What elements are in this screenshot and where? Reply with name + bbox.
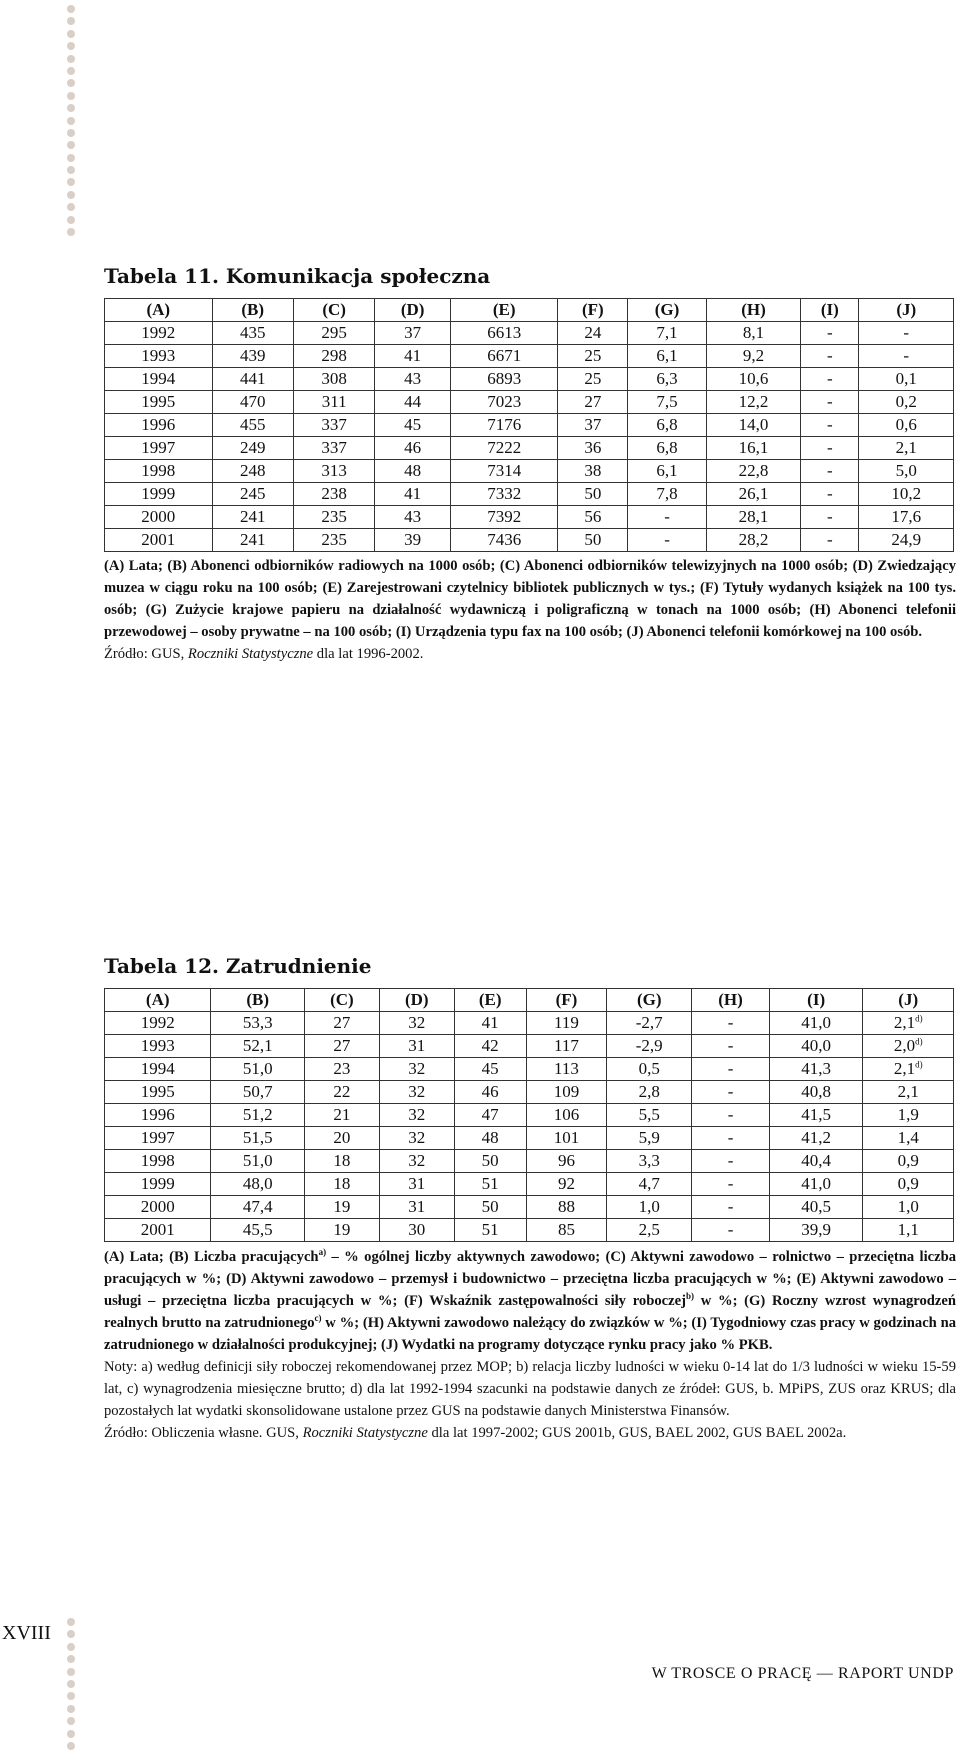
table-cell: 7023: [450, 391, 558, 414]
table-cell: -: [692, 1127, 770, 1150]
table-cell: -: [692, 1012, 770, 1035]
decorative-dot: [67, 1630, 75, 1638]
column-header: (E): [450, 299, 558, 322]
table-11-section: [104, 264, 956, 665]
table-cell: -: [801, 437, 859, 460]
running-footer: W TROSCE O PRACĘ — RAPORT UNDP: [651, 1665, 954, 1682]
table-cell: 38: [558, 460, 628, 483]
table-cell: 1999: [105, 483, 213, 506]
table-cell: 1,1: [863, 1219, 954, 1242]
table-cell: 41,3: [769, 1058, 863, 1081]
table-cell: 235: [293, 506, 374, 529]
table-cell: -: [801, 529, 859, 552]
table-cell: 7,5: [628, 391, 706, 414]
table-cell: 10,6: [706, 368, 800, 391]
table-cell: 31: [379, 1035, 454, 1058]
table-cell: 24: [558, 322, 628, 345]
table-row: [105, 1058, 954, 1081]
column-header: (B): [212, 299, 293, 322]
table-cell: 1,4: [863, 1127, 954, 1150]
table-cell: 19: [304, 1219, 379, 1242]
table-cell: 20: [304, 1127, 379, 1150]
table-cell: 39,9: [769, 1219, 863, 1242]
table-cell: -: [801, 483, 859, 506]
table-cell: 6,1: [628, 460, 706, 483]
table-cell: 2001: [105, 529, 213, 552]
decorative-dot: [67, 1692, 75, 1700]
table-row: [105, 1196, 954, 1219]
table-cell: 337: [293, 437, 374, 460]
table-cell: 41: [375, 345, 451, 368]
table-cell: 14,0: [706, 414, 800, 437]
column-header: (D): [379, 989, 454, 1012]
table-cell: 92: [526, 1173, 607, 1196]
column-header: (J): [859, 299, 954, 322]
table-cell: 45: [375, 414, 451, 437]
decorative-dot: [67, 1618, 75, 1626]
table-cell: 39: [375, 529, 451, 552]
table-cell: -: [801, 345, 859, 368]
table-cell: 21: [304, 1104, 379, 1127]
table-cell: 47: [454, 1104, 526, 1127]
decorative-dot: [67, 216, 75, 224]
table-cell: 106: [526, 1104, 607, 1127]
table-12-caption: Tabela 12. Zatrudnienie: [104, 954, 372, 978]
table-cell: 2001: [105, 1219, 211, 1242]
table-cell: 1997: [105, 437, 213, 460]
decorative-dot: [67, 1742, 75, 1750]
table-cell: 8,1: [706, 322, 800, 345]
table-cell: 32: [379, 1058, 454, 1081]
table-cell: 44: [375, 391, 451, 414]
column-header: (H): [692, 989, 770, 1012]
table-cell: 1996: [105, 414, 213, 437]
table-cell: 50,7: [211, 1081, 305, 1104]
table-cell: 311: [293, 391, 374, 414]
table-cell: 5,9: [607, 1127, 692, 1150]
table-cell: 0,1: [859, 368, 954, 391]
decorative-dot: [67, 1730, 75, 1738]
table-cell: 45,5: [211, 1219, 305, 1242]
decorative-dot: [67, 30, 75, 38]
column-header: (C): [293, 299, 374, 322]
table-cell: 5,0: [859, 460, 954, 483]
table-cell: 51,0: [211, 1058, 305, 1081]
table-cell: -: [692, 1173, 770, 1196]
table-cell: 1,9: [863, 1104, 954, 1127]
table-cell: 41: [454, 1012, 526, 1035]
table-cell: 51,0: [211, 1150, 305, 1173]
table-cell: 337: [293, 414, 374, 437]
column-header: (A): [105, 299, 213, 322]
table-cell: 6,3: [628, 368, 706, 391]
decorative-dot: [67, 141, 75, 149]
table-cell: 0,6: [859, 414, 954, 437]
table-cell: 30: [379, 1219, 454, 1242]
table-cell: 7,8: [628, 483, 706, 506]
table-cell: 241: [212, 506, 293, 529]
table-12-notes: Noty: a) według definicji siły roboczej rekomendowanej przez MOP; b) relacja liczby ludności w wieku 0-14 lat do 1/3 ludności w wieku 15-59 lat, c) wynagrodzenia miesięczne brutto; d) dla lat 1992-1994 szacunki na podstawie danych ze źródeł: GUS, b. MPiPS, ZUS oraz KRUS; dla pozostałych lat wydatki skonsolidowane ustalone przez GUS na podstawie danych Ministerstwa Finansów.: [104, 1359, 956, 1419]
table-cell: -: [628, 529, 706, 552]
table-cell: 249: [212, 437, 293, 460]
table-cell: 245: [212, 483, 293, 506]
table-cell: 22,8: [706, 460, 800, 483]
table-row: [105, 368, 954, 391]
table-cell: 1994: [105, 1058, 211, 1081]
table-cell: 2,1: [863, 1081, 954, 1104]
footnote-marker: d): [915, 1059, 923, 1070]
table-cell: 1996: [105, 1104, 211, 1127]
table-cell: -: [859, 345, 954, 368]
table-cell: 1995: [105, 1081, 211, 1104]
table-row: [105, 345, 954, 368]
table-cell: 113: [526, 1058, 607, 1081]
table-cell: 37: [375, 322, 451, 345]
table-cell: 248: [212, 460, 293, 483]
table-cell: 455: [212, 414, 293, 437]
table-cell: 18: [304, 1173, 379, 1196]
table-cell: 41,5: [769, 1104, 863, 1127]
table-cell: 26,1: [706, 483, 800, 506]
decorative-dot: [67, 42, 75, 50]
table-cell: 41,0: [769, 1173, 863, 1196]
table-row: [105, 1150, 954, 1173]
table-cell: 1998: [105, 460, 213, 483]
table-cell: 313: [293, 460, 374, 483]
table-cell: -2,9: [607, 1035, 692, 1058]
table-cell: 10,2: [859, 483, 954, 506]
table-row: [105, 1127, 954, 1150]
decorative-dot: [67, 166, 75, 174]
table-cell: -: [628, 506, 706, 529]
decorative-dot: [67, 1655, 75, 1663]
table-cell: -: [692, 1035, 770, 1058]
table-cell: 45: [454, 1058, 526, 1081]
table-cell: 17,6: [859, 506, 954, 529]
table-cell: 47,4: [211, 1196, 305, 1219]
table-cell: 88: [526, 1196, 607, 1219]
table-cell: -: [801, 506, 859, 529]
table-cell: 1998: [105, 1150, 211, 1173]
table-cell: 7,1: [628, 322, 706, 345]
table-cell: 308: [293, 368, 374, 391]
table-cell: 51,5: [211, 1127, 305, 1150]
column-header: (D): [375, 299, 451, 322]
table-cell: 0,2: [859, 391, 954, 414]
table-cell: 53,3: [211, 1012, 305, 1035]
table-cell: 117: [526, 1035, 607, 1058]
table-cell: 41,0: [769, 1012, 863, 1035]
table-cell: 32: [379, 1150, 454, 1173]
table-cell: 435: [212, 322, 293, 345]
column-header: (G): [607, 989, 692, 1012]
table-cell: -: [801, 460, 859, 483]
column-header: (A): [105, 989, 211, 1012]
table-cell: 7176: [450, 414, 558, 437]
table-row: [105, 322, 954, 345]
table-cell: 50: [454, 1196, 526, 1219]
table-cell: 0,9: [863, 1150, 954, 1173]
table-cell: 1993: [105, 345, 213, 368]
table-cell: 48,0: [211, 1173, 305, 1196]
column-header: (F): [558, 299, 628, 322]
column-header: (G): [628, 299, 706, 322]
table-cell: 16,1: [706, 437, 800, 460]
table-cell: 85: [526, 1219, 607, 1242]
table-cell: -: [692, 1196, 770, 1219]
table-cell: -: [801, 414, 859, 437]
decorative-dot: [67, 1668, 75, 1676]
table-header-row: [105, 989, 954, 1012]
table-11: [104, 298, 954, 552]
table-row: [105, 437, 954, 460]
table-cell: 6893: [450, 368, 558, 391]
decorative-dots-bottom: [67, 1618, 76, 1754]
table-cell: 2,8: [607, 1081, 692, 1104]
decorative-dot: [67, 178, 75, 186]
table-cell: 9,2: [706, 345, 800, 368]
table-cell: 50: [558, 529, 628, 552]
table-cell: 32: [379, 1104, 454, 1127]
table-cell: 1999: [105, 1173, 211, 1196]
table-cell: 40,5: [769, 1196, 863, 1219]
decorative-dot: [67, 67, 75, 75]
table-cell: 235: [293, 529, 374, 552]
table-cell: 32: [379, 1081, 454, 1104]
column-header: (B): [211, 989, 305, 1012]
decorative-dot: [67, 55, 75, 63]
table-cell: 40,8: [769, 1081, 863, 1104]
table-cell: 46: [375, 437, 451, 460]
table-cell: 1995: [105, 391, 213, 414]
table-cell: 24,9: [859, 529, 954, 552]
table-row: [105, 414, 954, 437]
table-cell: 25: [558, 345, 628, 368]
table-cell: 7332: [450, 483, 558, 506]
table-cell: 28,1: [706, 506, 800, 529]
table-cell: 27: [304, 1012, 379, 1035]
table-11-caption: Tabela 11. Komunikacja społeczna: [104, 264, 491, 288]
table-cell: 22: [304, 1081, 379, 1104]
table-cell: 6,8: [628, 437, 706, 460]
table-cell: 27: [304, 1035, 379, 1058]
decorative-dot: [67, 17, 75, 25]
table-cell: -: [801, 368, 859, 391]
table-cell: 2,1$^{d)}$: [863, 1058, 954, 1081]
decorative-dot: [67, 1643, 75, 1651]
table-cell: 2,1$^{d)}$: [863, 1012, 954, 1035]
table-cell: 48: [454, 1127, 526, 1150]
column-header: (H): [706, 299, 800, 322]
decorative-dot: [67, 104, 75, 112]
table-cell: 295: [293, 322, 374, 345]
column-header: (I): [801, 299, 859, 322]
table-cell: 5,5: [607, 1104, 692, 1127]
table-cell: 101: [526, 1127, 607, 1150]
decorative-dot: [67, 92, 75, 100]
table-cell: 43: [375, 506, 451, 529]
table-cell: -: [692, 1150, 770, 1173]
table-cell: 41: [375, 483, 451, 506]
table-cell: 7436: [450, 529, 558, 552]
table-cell: 41,2: [769, 1127, 863, 1150]
table-cell: -: [692, 1081, 770, 1104]
table-cell: 51: [454, 1219, 526, 1242]
decorative-dot: [67, 203, 75, 211]
table-cell: 12,2: [706, 391, 800, 414]
table-cell: 298: [293, 345, 374, 368]
table-cell: 46: [454, 1081, 526, 1104]
table-cell: 7314: [450, 460, 558, 483]
table-cell: -: [801, 391, 859, 414]
decorative-dot: [67, 5, 75, 13]
table-row: [105, 483, 954, 506]
table-cell: 7222: [450, 437, 558, 460]
table-row: [105, 1173, 954, 1196]
table-cell: -: [859, 322, 954, 345]
table-11-legend: (A) Lata; (B) Abonenci odbiorników radiowych na 1000 osób; (C) Abonenci odbiorników telewizyjnych na 1000 osób; (D) Zwiedzający muzea w ciągu roku na 100 osób; (E) Zarejestrowani czytelnicy bibliotek publicznych w tys.; (F) Tytuły wydanych książek na 100 tys. osób; (G) Zużycie krajowe papieru na działalność wydawniczą i poligraficzną w tonach na 1000 osób; (H) Abonenci telefonii przewodowej – osoby prywatne – na 100 osób; (I) Urządzenia typu fax na 100 osób; (J) Abonenci telefonii komórkowej na 100 osób.: [104, 558, 956, 640]
decorative-dot: [67, 228, 75, 236]
table-cell: -: [692, 1058, 770, 1081]
table-12: [104, 988, 954, 1242]
decorative-dot: [67, 1705, 75, 1713]
table-cell: 0,9: [863, 1173, 954, 1196]
table-cell: 0,5: [607, 1058, 692, 1081]
table-cell: 31: [379, 1173, 454, 1196]
table-cell: 50: [454, 1150, 526, 1173]
table-cell: 7392: [450, 506, 558, 529]
table-cell: 28,2: [706, 529, 800, 552]
column-header: (E): [454, 989, 526, 1012]
table-cell: 6613: [450, 322, 558, 345]
table-cell: 1993: [105, 1035, 211, 1058]
decorative-dot: [67, 1680, 75, 1688]
table-cell: 56: [558, 506, 628, 529]
footnote-marker: d): [915, 1013, 923, 1024]
table-cell: 6,1: [628, 345, 706, 368]
table-row: [105, 1219, 954, 1242]
table-cell: 238: [293, 483, 374, 506]
table-cell: 2,1: [859, 437, 954, 460]
table-cell: 48: [375, 460, 451, 483]
table-cell: 1994: [105, 368, 213, 391]
table-row: [105, 1081, 954, 1104]
table-cell: 96: [526, 1150, 607, 1173]
table-cell: 32: [379, 1127, 454, 1150]
table-cell: 119: [526, 1012, 607, 1035]
table-cell: 31: [379, 1196, 454, 1219]
table-row: [105, 506, 954, 529]
table-cell: 470: [212, 391, 293, 414]
decorative-dot: [67, 129, 75, 137]
table-cell: 1997: [105, 1127, 211, 1150]
table-cell: 1,0: [607, 1196, 692, 1219]
table-cell: -: [801, 322, 859, 345]
table-cell: 109: [526, 1081, 607, 1104]
table-row: [105, 460, 954, 483]
decorative-dot: [67, 79, 75, 87]
table-cell: -: [692, 1219, 770, 1242]
column-header: (C): [304, 989, 379, 1012]
table-cell: 51: [454, 1173, 526, 1196]
table-cell: 6671: [450, 345, 558, 368]
table-cell: 43: [375, 368, 451, 391]
table-cell: 27: [558, 391, 628, 414]
table-cell: 36: [558, 437, 628, 460]
table-cell: 6,8: [628, 414, 706, 437]
decorative-dots-top: [67, 5, 76, 240]
table-cell: 50: [558, 483, 628, 506]
table-cell: 1992: [105, 322, 213, 345]
table-header-row: [105, 299, 954, 322]
table-cell: 2000: [105, 506, 213, 529]
table-cell: 23: [304, 1058, 379, 1081]
table-11-source: Źródło: GUS, Roczniki Statystyczne dla lat 1996-2002.: [104, 646, 424, 662]
table-cell: 439: [212, 345, 293, 368]
table-row: [105, 1104, 954, 1127]
table-cell: -2,7: [607, 1012, 692, 1035]
decorative-dot: [67, 117, 75, 125]
column-header: (I): [769, 989, 863, 1012]
table-cell: 3,3: [607, 1150, 692, 1173]
table-cell: 2,0$^{d)}$: [863, 1035, 954, 1058]
table-row: [105, 391, 954, 414]
table-12-section: [104, 954, 956, 1444]
table-cell: 4,7: [607, 1173, 692, 1196]
table-cell: 32: [379, 1012, 454, 1035]
table-cell: 40,0: [769, 1035, 863, 1058]
table-cell: 37: [558, 414, 628, 437]
table-cell: 52,1: [211, 1035, 305, 1058]
table-cell: 19: [304, 1196, 379, 1219]
table-cell: 51,2: [211, 1104, 305, 1127]
decorative-dot: [67, 1717, 75, 1725]
table-cell: 241: [212, 529, 293, 552]
table-cell: 441: [212, 368, 293, 391]
page-number: XVIII: [2, 1622, 51, 1644]
column-header: (F): [526, 989, 607, 1012]
table-cell: 25: [558, 368, 628, 391]
table-12-source: Źródło: Obliczenia własne. GUS, Roczniki Statystyczne dla lat 1997-2002; GUS 2001b, GUS, BAEL 2002, GUS BAEL 2002a.: [104, 1425, 847, 1441]
table-cell: 40,4: [769, 1150, 863, 1173]
table-cell: 2000: [105, 1196, 211, 1219]
table-cell: 18: [304, 1150, 379, 1173]
table-cell: 42: [454, 1035, 526, 1058]
table-row: [105, 1012, 954, 1035]
table-row: [105, 529, 954, 552]
decorative-dot: [67, 191, 75, 199]
table-cell: 2,5: [607, 1219, 692, 1242]
table-cell: 1,0: [863, 1196, 954, 1219]
table-row: [105, 1035, 954, 1058]
table-cell: -: [692, 1104, 770, 1127]
footnote-marker: d): [915, 1036, 923, 1047]
table-12-legend: (A) Lata; (B) Liczba pracujących$^{a)}$ – % ogólnej liczby aktywnych zawodowo; (C) Aktywni zawodowo – rolnictwo – przeciętna liczba pracujących w %; (D) Aktywni zawodowo – przemysł i budownictwo – przeciętna liczba pracujących w %; (E) Aktywni zawodowo – usługi – przeciętna liczba pracujących w %; (F) Wskaźnik zastępowalności siły roboczej$^{b)}$ w %; (G) Roczny wzrost wynagrodzeń realnych brutto na zatrudnionego$^{c)}$ w %; (H) Aktywni zawodowo należący do związków w %; (I) Tygodniowy czas pracy w godzinach na zatrudnionego w działalności produkcyjnej; (J) Wydatki na programy dotyczące rynku pracy jako % PKB.: [104, 1247, 956, 1353]
decorative-dot: [67, 154, 75, 162]
column-header: (J): [863, 989, 954, 1012]
table-cell: 1992: [105, 1012, 211, 1035]
